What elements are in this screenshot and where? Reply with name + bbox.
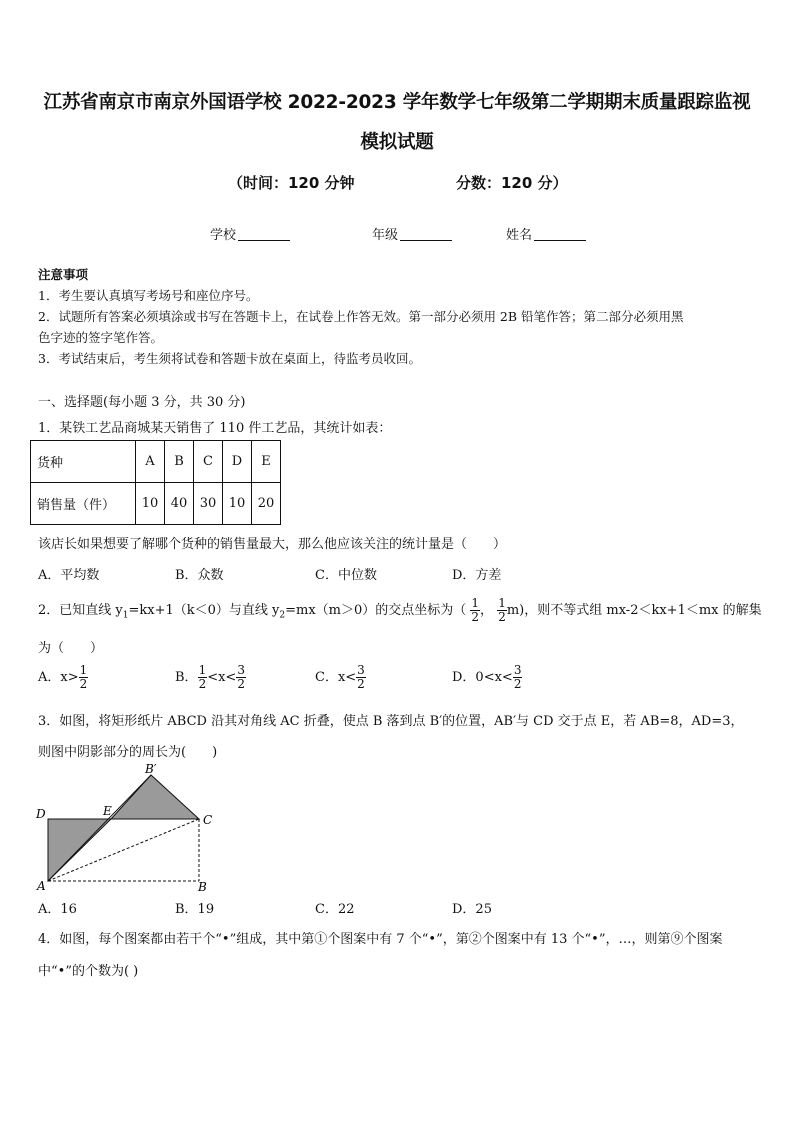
q4-stem-line1: 4．如图，每个图案都由若干个“•”组成，其中第①个图案中有 7 个“•”，第②个图案中有 13 个“•”，…，则第⑨个图案 bbox=[38, 932, 723, 947]
name-blank[interactable] bbox=[534, 228, 586, 241]
q2-stem bbox=[38, 597, 762, 629]
q2-text: 2．已知直线 y bbox=[38, 603, 123, 618]
table-cell: 30 bbox=[194, 483, 223, 525]
q2-option-d[interactable]: D．0<x< $\frac{3}{2}$ bbox=[452, 663, 522, 691]
table-cell: 销售量（件） bbox=[31, 483, 136, 525]
school-blank[interactable] bbox=[238, 228, 290, 241]
q3-stem-line2: 则图中阴影部分的周长为( ) bbox=[38, 745, 218, 760]
notice-item-1: 1．考生要认真填写考场号和座位序号。 bbox=[38, 288, 259, 303]
label-d: D bbox=[36, 807, 46, 821]
name-field[interactable] bbox=[506, 224, 586, 243]
q3-option-b[interactable]: B．19 bbox=[175, 902, 215, 917]
q1-question: 该店长如果想要了解哪个货种的销售量最大，那么他应该关注的统计量是（ ） bbox=[38, 537, 507, 552]
label-a: A bbox=[37, 879, 46, 893]
table-row bbox=[31, 483, 281, 525]
score-label: 分数：120 分） bbox=[456, 174, 568, 192]
q3-option-d[interactable]: D．25 bbox=[452, 902, 492, 917]
q1-option-d[interactable]: D．方差 bbox=[452, 568, 502, 583]
label-b: B bbox=[198, 880, 207, 894]
q2-option-c[interactable]: C．x< $\frac{3}{2}$ bbox=[315, 663, 365, 691]
table-cell: A bbox=[136, 441, 165, 483]
table-cell: B bbox=[165, 441, 194, 483]
notice-item-2-cont: 色字迹的签字笔作答。 bbox=[38, 330, 164, 345]
q2-text: =mx（m＞0）的交点坐标为（ bbox=[285, 603, 467, 618]
q1-option-b[interactable]: B．众数 bbox=[175, 568, 224, 583]
fraction: $\frac{1}{2}$ bbox=[471, 596, 480, 624]
table-cell: 10 bbox=[223, 483, 252, 525]
school-field[interactable] bbox=[210, 224, 290, 243]
grade-blank[interactable] bbox=[400, 228, 452, 241]
table-cell: D bbox=[223, 441, 252, 483]
grade-label: 年级 bbox=[372, 228, 399, 243]
fold-figure bbox=[30, 760, 230, 895]
shaded-triangle-ebc bbox=[111, 775, 199, 819]
table-cell: E bbox=[252, 441, 281, 483]
notice-item-2: 2．试题所有答案必须填涂或书写在答题卡上，在试卷上作答无效。第一部分必须用 2B 铅笔作答；第二部分必须用黑 bbox=[38, 309, 684, 324]
title-line-1: 江苏省南京市南京外国语学校 2022-2023 学年数学七年级第二学期期末质量跟踪监视 bbox=[43, 92, 751, 113]
notice-item-3: 3．考试结束后，考生须将试卷和答题卡放在桌面上，待监考员收回。 bbox=[38, 351, 421, 366]
table-cell: 40 bbox=[165, 483, 194, 525]
label-c: C bbox=[203, 813, 213, 827]
q4-stem-line2: 中“•”的个数为( ) bbox=[38, 964, 139, 979]
fraction: $\frac{1}{2}$ bbox=[498, 596, 506, 624]
time-label: （时间：120 分钟 bbox=[228, 174, 355, 192]
q2-text: m)，则不等式组 mx-2＜kx+1＜mx 的解集 bbox=[506, 603, 762, 618]
table-cell: 10 bbox=[136, 483, 165, 525]
school-label: 学校 bbox=[210, 228, 237, 243]
sales-table bbox=[30, 440, 281, 525]
table-cell: C bbox=[194, 441, 223, 483]
fraction: $\frac{3}{2}$ bbox=[357, 663, 365, 691]
q3-option-a[interactable]: A．16 bbox=[38, 902, 77, 917]
name-label: 姓名 bbox=[506, 228, 533, 243]
fraction: $\frac{1}{2}$ bbox=[198, 663, 207, 691]
label-e: E bbox=[103, 804, 112, 818]
label-b-prime: B′ bbox=[145, 762, 157, 776]
table-cell: 20 bbox=[252, 483, 281, 525]
q3-option-c[interactable]: C．22 bbox=[315, 902, 355, 917]
table-row bbox=[31, 441, 281, 483]
notice-heading: 注意事项 bbox=[38, 267, 89, 282]
q2-sub: 1 bbox=[122, 610, 129, 621]
q3-stem-line1: 3．如图，将矩形纸片 ABCD 沿其对角线 AC 折叠，使点 B 落到点 B′的位置，AB′与 CD 交于点 E，若 AB=8，AD=3， bbox=[38, 714, 744, 729]
fraction: $\frac{3}{2}$ bbox=[513, 663, 522, 691]
fraction: $\frac{1}{2}$ bbox=[79, 663, 88, 691]
q2-option-a[interactable]: A．x> $\frac{1}{2}$ bbox=[38, 663, 88, 691]
q2-text: =kx+1（k＜0）与直线 y bbox=[128, 603, 280, 618]
q1-option-c[interactable]: C．中位数 bbox=[315, 568, 377, 583]
section-heading: 一、选择题(每小题 3 分，共 30 分) bbox=[38, 395, 246, 410]
q1-stem: 1．某铁工艺品商城某天销售了 110 件工艺品，其统计如表： bbox=[38, 421, 392, 436]
q2-stem-line2: 为（ ） bbox=[38, 641, 104, 656]
q2-text: ， bbox=[480, 603, 494, 618]
title-line-2: 模拟试题 bbox=[360, 132, 434, 153]
q2-option-b[interactable]: B． $\frac{1}{2}$ <x< $\frac{3}{2}$ bbox=[175, 663, 245, 691]
q2-sub: 2 bbox=[279, 610, 286, 621]
grade-field[interactable] bbox=[372, 224, 452, 243]
fraction: $\frac{3}{2}$ bbox=[237, 663, 245, 691]
table-cell: 货种 bbox=[31, 441, 136, 483]
q1-option-a[interactable]: A．平均数 bbox=[38, 568, 100, 583]
